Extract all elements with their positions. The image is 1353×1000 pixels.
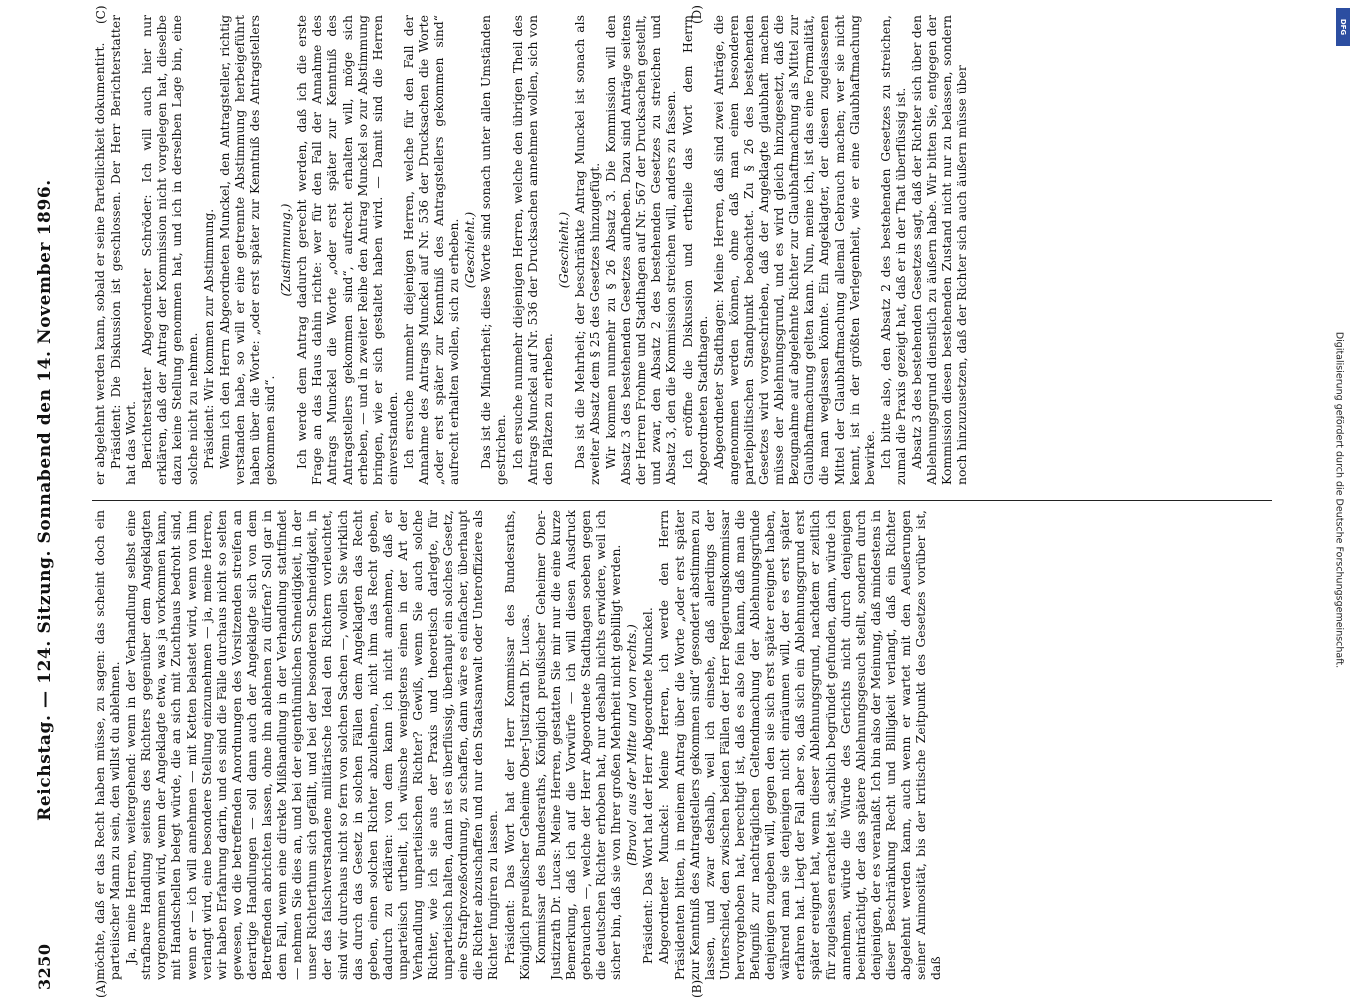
paragraph: Ich ersuche nunmehr diejenigen Herren, welche für den Fall der Annahme des Antrags Munckel auf Nr. 536 der Drucksachen die Worte „oder erst später zur Kenntniß des Antragstellers gekommen sind“ aufrecht erhalten wollen, sich zu erheben. bbox=[400, 15, 462, 485]
paragraph: Präsident: Wir kommen zur Abstimmung. bbox=[200, 208, 216, 469]
paragraph: Abgeordneter Stadthagen: Meine Herren, daß sind zwei Anträge, die angenommen werden können, ohne daß man einen besonderen parteipolitischen Standpunkt beobachtet. Zu § 26 des bestehenden Gesetzes wird vorgeschrieben, daß der Angeklagte glaubhaft machen müsse der Ablehnungsgrund, und es wird gleich hinzugesetzt, daß die Bezugnahme auf abgelehnte Richter zur Glaubhaftmachung als Mittel zur Glaubhaftmachung gelten kann. Nun, meine ich, ist das eine Formalität, die man weglassen könnte. Ein Angeklagter, der diesen zugelassenen Mittel der Glaubhaftmachung allemal Gebrauch machen; wer sie nicht kennt, ist in der größten Verlegenheit, wie er eine Glaubhaftmachung bewirke. bbox=[710, 15, 877, 485]
margin-marker-b: (B) bbox=[690, 979, 704, 998]
paragraph: Ich bitte also, den Absatz 2 des bestehenden Gesetzes zu streichen, zumal die Praxis gezeigt hat, daß er in der That überflüssig ist. bbox=[877, 15, 908, 485]
column-divider bbox=[92, 500, 1272, 501]
paragraph: Absatz 3 des bestehenden Gesetzes sagt, daß der Richter sich über den Ablehnungsgrund dienstlich zu äußern habe. Wir bitten Sie, entgegen der Kommission diesen bestehenden Zustand nicht nur zu belassen, sondern noch hinzuzusetzen, daß der Richter sich auch äußern müsse über bbox=[908, 15, 970, 485]
paragraph: Wenn ich den Herrn Abgeordneten Munckel, den Antragsteller, richtig verstanden habe, so will er eine getrennte Abstimmung herbeigeführt haben über die Worte: „oder erst später zur Kenntniß des Antragstellers gekommen sind“. bbox=[216, 15, 278, 485]
paragraph: Präsident: Das Wort hat der Herr Abgeordnete Munckel. bbox=[640, 607, 656, 964]
paragraph: (Geschieht.) bbox=[462, 211, 478, 289]
paragraph: Ja, meine Herren, weitergehend: wenn in der Verhandlung selbst eine strafbare Handlung seitens des Richters gegenüber dem Angeklagten vorgenommen wird, wenn der Angeklagte etwa, was ja vorkommen kann, mit Handschellen belegt würde, die an sich mit Zuchthaus bedroht sind, wenn er — ich will annehmen — mit Ketten belastet wird, wenn von ihm verlangt wird, eine besondere Stellung einzunehmen — ja, meine Herren, wir haben Erfahrung darin, und es sind die Fälle durchaus nicht so selten gewesen, wo die betreffenden Anordnungen des Vorsitzenden streifen an derartige Handlungen — soll dann auch der Angeklagte sich von dem Betreffenden abrichten lassen, ohne ihn ablehnen zu dürfen? Soll gar in dem Fall, wenn eine direkte Mißhandlung in der Verhandlung stattfindet — nehmen Sie dies an, und bei der eigenthümlichen Schneidigkeit, in der unser Richterthum sich gefällt, und bei der besonderen Schneidigkeit, in der das falschverstandene militärische Ideal den Richtern vorleuchtet, sind wir durchaus nicht so fern von solchen Sachen —, wollen Sie wirklich das durch das Gesetz in solchen Fällen dem Angeklagten das Recht geben, einen solchen Richter abzulehnen, nicht ihm das Recht geben, dadurch zu erklären: von dem kann ich nicht annehmen, daß er unparteiisch urtheilt, ich wünsche wenigstens einen in der Art der Verhandlung unparteiischen Richter? Gewiß, wenn Sie auch solche Richter, wie ich sie aus der Praxis und theoretisch darlegte, für unparteiisch halten, dann ist es überflüssig, überhaupt ein solches Gesetz, eine Strafprozeßordnung, zu schaffen, dann wäre es einfacher, überhaupt die Richter abzuschaffen und nur den Staatsanwalt oder Unteroffiziere als Richter fungiren zu lassen. bbox=[123, 510, 501, 980]
margin-marker-c: (C) bbox=[94, 5, 108, 24]
paragraph: (Zustimmung.) bbox=[278, 203, 294, 297]
dfg-logo-text: DFG bbox=[1339, 18, 1347, 36]
paragraph: (Bravo! aus der Mitte und von rechts.) bbox=[624, 624, 640, 866]
margin-marker-d: (D) bbox=[690, 5, 704, 24]
page-title: Reichstag. — 124. Sitzung. Sonnabend den 14. November 1896. bbox=[35, 179, 55, 821]
paragraph: Berichterstatter Abgeordneter Schröder: Ich will auch hier nur erklären, daß der Antrag der Kommission nicht vorgelegen hat, dieselbe dazu keine Stellung genommen hat, und ich in derselben Lage bin, eine solche nicht zu nehmen. bbox=[139, 15, 200, 485]
paragraph: Abgeordneter Munckel: Meine Herren, ich werde den Herrn Präsidenten bitten, in meinem Antrag über die Worte „oder erst später zur Kenntniß des Antragstellers gekommen sind“ gesondert abstimmen zu lassen, und zwar deshalb, weil ich einsehe, daß allerdings der Unterschied, den zwischen beiden Fällen der Herr Regierungskommissar hervorgehoben hat, berechtigt ist, daß es also fein kann, daß man die Befugniß zur nachträglichen Geltendmachung der Ablehnungsgründe denjenigen zugeben will, gegen den sie sich erst später ereignet haben, während man sie denjenigen nicht einräumen will, der es erst später erfahren hat. Liegt der Fall aber so, daß sich ein Ablehnungsgrund erst später ereignet hat, wenn dieser Ablehnungsgrund, nachdem er zeitlich für zugelassen erachtet ist, sachlich begründet gefunden, dann, würde ich annehmen, würde die Würde des Gerichts nicht durch denjenigen beeinträchtigt, der das spätere Ablehnungsgesuch stellt, sondern durch denjenigen, der es veranlaßt. Ich bin also der Meinung, daß mindestens in dieser Beschränkung Recht und Billigkeit verlangt, daß ein Richter abgelehnt werden kann, auch wenn er wartet mit den Aeußerungen seiner Animosität, bis der kritische Zeitpunkt des Gesetzes vorüber ist, daß bbox=[656, 510, 944, 980]
paragraph: Das ist die Minderheit; diese Worte sind sonach unter allen Umständen gestrichen. bbox=[478, 15, 509, 485]
paragraph: Wir kommen nunmehr zu § 26 Absatz 3. Die Kommission will den Absatz 3 des bestehenden Gesetzes aufheben. Dazu sind Anträge seitens der Herren Frohme und Stadthagen auf Nr. 567 der Drucksachen gestellt, und zwar, den Absatz 2 des bestehenden Gesetzes zu streichen und Absatz 3, den die Kommission streichen will, anders zu fassen. bbox=[603, 15, 679, 485]
left-text-column bbox=[92, 510, 1272, 980]
margin-marker-a: (A) bbox=[94, 979, 108, 998]
paragraph: (Geschieht.) bbox=[555, 211, 571, 289]
paragraph: Präsident: Das Wort hat der Herr Kommissar des Bundesraths, Königlich preußischer Geheime Ober-Justizrath Dr. Lucas. bbox=[501, 510, 532, 980]
right-text-column bbox=[92, 15, 1272, 485]
funding-note bbox=[1329, 8, 1349, 992]
dfg-logo bbox=[1336, 8, 1350, 46]
paragraph: er abgelehnt werden kann, sobald er seine Parteilichkeit dokumentirt. bbox=[92, 42, 107, 485]
paragraph: Präsident: Die Diskussion ist geschlossen. Der Herr Berichterstatter hat das Wort. bbox=[108, 15, 139, 485]
paragraph: möchte, daß er das Recht haben müsse, zu sagen: das scheint doch ein parteiischer Mann zu sein, den willst du ablehnen. bbox=[92, 510, 123, 980]
paragraph: Ich werde dem Antrag dadurch gerecht werden, daß ich die erste Frage an das Haus dahin richte: wer für den Fall der Annahme des Antrags Munckel die Worte „oder erst später zur Kenntniß des Antragstellers gekommen sind“, aufrecht erhalten will, möge sich erheben, — und in zweiter Reihe den Antrag Munckel so zur Abstimmung bringen, wie er sich gestaltet haben wird. — Damit sind die Herren einverstanden. bbox=[294, 15, 400, 485]
paragraph: Ich eröffne die Diskussion und ertheile das Wort dem Herrn Abgeordneten Stadthagen. bbox=[679, 15, 710, 485]
page-number: 3250 bbox=[35, 943, 54, 990]
paragraph: Kommissar des Bundesraths, Königlich preußischer Geheimer Ober-Justizrath Dr. Lucas: Meine Herren, gestatten Sie mir nur die eine kurze Bemerkung, daß ich auf die Vorwürfe — ich will diesen Ausdruck gebrauchen —, welche der Herr Abgeordnete Stadthagen soeben gegen die deutschen Richter erhoben hat, nur deshalb nichts erwidere, weil ich sicher bin, daß sie von Ihrer großen Mehrheit nicht gebilligt werden. bbox=[532, 510, 624, 980]
paragraph: Ich ersuche nunmehr diejenigen Herren, welche den übrigen Theil des Antrags Munckel auf Nr. 536 der Drucksachen annehmen wollen, sich von den Plätzen zu erheben. bbox=[509, 15, 555, 485]
paragraph: Das ist die Mehrheit; der beschränkte Antrag Munckel ist sonach als zweiter Absatz dem § 25 des Gesetzes hinzugefügt. bbox=[571, 15, 602, 485]
funding-note-text: Digitalisierung gefördert durch die Deutsche Forschungsgemeinschaft. bbox=[1333, 331, 1345, 669]
